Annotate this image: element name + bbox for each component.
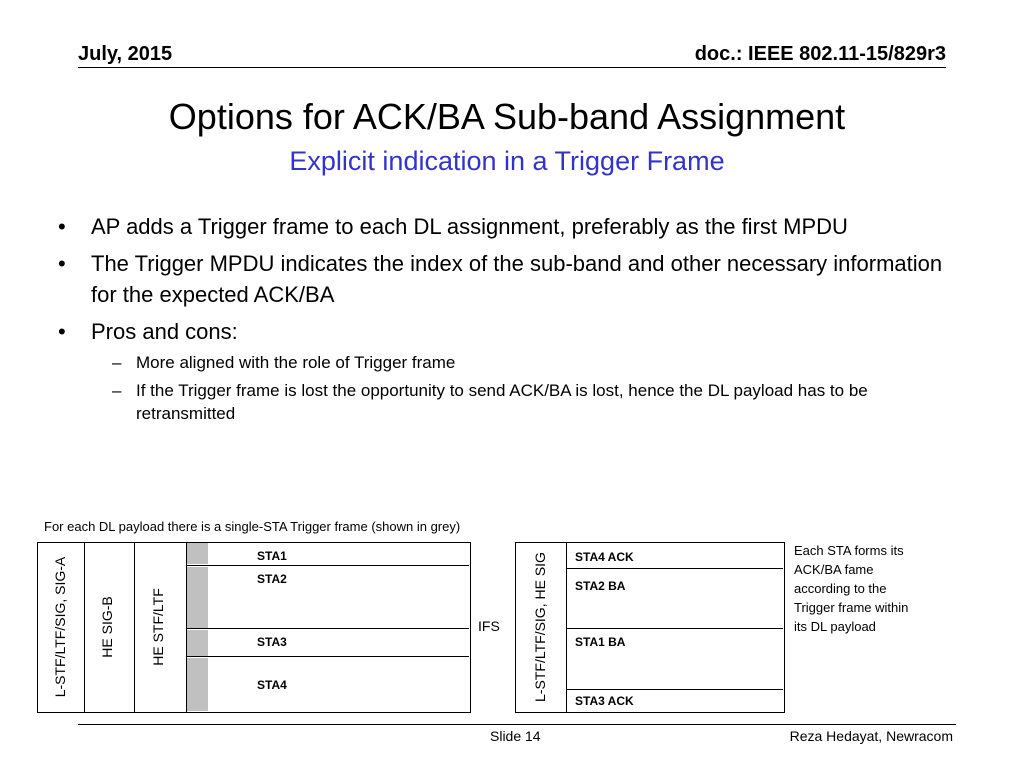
sub-bullet-text: More aligned with the role of Trigger frame <box>136 353 456 372</box>
dl-preamble-stf-label: HE STF/LTF <box>150 588 166 666</box>
bullet-text: AP adds a Trigger frame to each DL assignment, preferably as the first MPDU <box>91 214 848 239</box>
ul-payload-sta1 <box>567 629 783 690</box>
dl-payload-sta2 <box>187 566 469 629</box>
bullet-marker: • <box>58 251 66 276</box>
sub-bullet-item <box>58 351 958 374</box>
dl-preamble-stf-box <box>134 542 187 713</box>
ul-payload-area <box>566 542 785 713</box>
ul-payload-sta1-label: STA1 BA <box>575 635 626 649</box>
bullet-item <box>58 248 958 310</box>
slide-title: Options for ACK/BA Sub-band Assignment <box>168 96 846 137</box>
ul-payload-sta2 <box>567 569 783 629</box>
trigger-frame-sta2 <box>187 567 208 628</box>
footer-divider <box>78 724 956 725</box>
bullet-item <box>58 211 958 242</box>
diagram-note: Each STA forms its ACK/BA fame according to the Trigger frame within its DL payload <box>794 543 909 634</box>
sub-bullet-marker: – <box>112 381 122 400</box>
ul-payload-sta2-label: STA2 BA <box>575 579 626 593</box>
ul-payload-sta3-label: STA3 ACK <box>575 694 634 708</box>
bullet-text: The Trigger MPDU indicates the index of the sub-band and other necessary information for the expected ACK/BA <box>91 251 943 307</box>
bullet-marker: • <box>58 214 66 239</box>
sub-bullet-item <box>58 379 958 425</box>
header-date: July, 2015 <box>78 43 173 65</box>
bullet-marker: • <box>58 319 66 344</box>
ul-payload-sta4 <box>567 543 783 569</box>
slide-subtitle: Explicit indication in a Trigger Frame <box>289 146 725 176</box>
bullet-text: Pros and cons: <box>91 319 238 344</box>
trigger-frame-sta1 <box>187 543 208 564</box>
sub-bullet-text: If the Trigger frame is lost the opportunity to send ACK/BA is lost, hence the DL payload has to be retransmitted <box>136 381 868 423</box>
dl-payload-sta4-label: STA4 <box>257 678 287 692</box>
dl-payload-sta4 <box>187 657 469 711</box>
dl-preamble-sigb-label: HE SIG-B <box>99 596 115 658</box>
dl-preamble-legacy-box <box>37 542 85 713</box>
sub-bullet-marker: – <box>112 353 122 372</box>
dl-payload-sta1-label: STA1 <box>257 549 287 563</box>
dl-payload-sta2-label: STA2 <box>257 572 287 586</box>
header-doc-id: doc.: IEEE 802.11-15/829r3 <box>694 43 946 65</box>
ul-preamble-label: L-STF/LTF/SIG, HE SIG <box>532 552 548 702</box>
footer-author: Reza Hedayat, Newracom <box>789 728 953 744</box>
footer-slide-number: Slide 14 <box>490 728 541 744</box>
bullet-item <box>58 316 958 347</box>
trigger-frame-sta3 <box>187 630 208 656</box>
trigger-frame-sta4 <box>187 658 208 711</box>
dl-preamble-sigb-box <box>84 542 135 713</box>
dl-payload-sta3 <box>187 629 469 657</box>
dl-payload-area <box>186 542 471 713</box>
header-divider <box>78 67 946 68</box>
bullet-list <box>58 211 958 430</box>
dl-payload-sta1 <box>187 543 469 566</box>
dl-payload-sta3-label: STA3 <box>257 635 287 649</box>
ul-preamble-box <box>515 542 567 713</box>
ul-payload-sta4-label: STA4 ACK <box>575 550 634 564</box>
dl-preamble-legacy-label: L-STF/LTF/SIG, SIG-A <box>52 556 68 698</box>
ul-payload-sta3 <box>567 690 783 711</box>
ifs-label: IFS <box>478 618 500 634</box>
diagram-caption: For each DL payload there is a single-STA Trigger frame (shown in grey) <box>44 519 461 534</box>
